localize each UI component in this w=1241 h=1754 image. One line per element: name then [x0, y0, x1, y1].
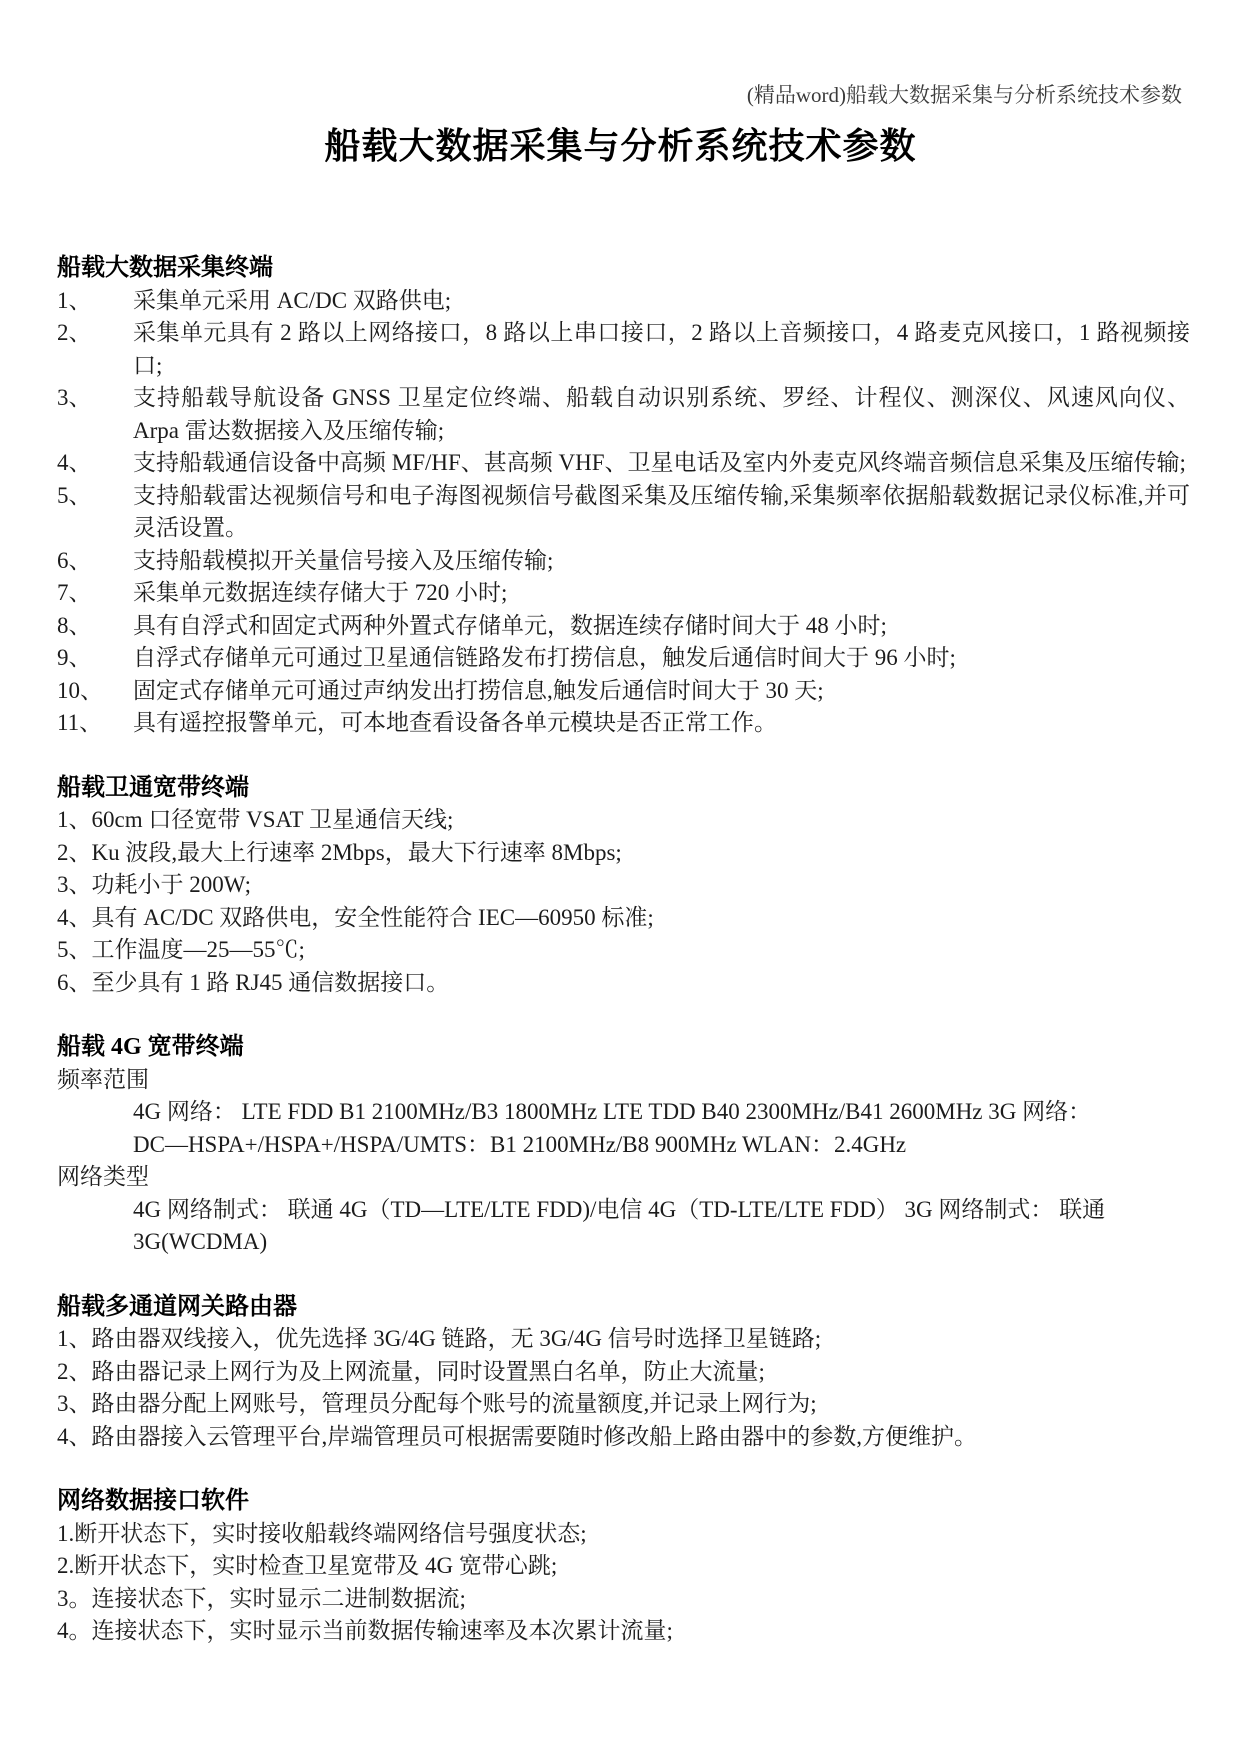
list-item-text: 采集单元数据连续存储大于 720 小时;: [133, 580, 508, 605]
list-item-number: 3。: [57, 1585, 92, 1611]
page-title: 船载大数据采集与分析系统技术参数: [324, 125, 917, 166]
list-item-number: 1、: [57, 1326, 92, 1351]
section-heading: 船载大数据采集终端: [57, 255, 273, 281]
list-item: [57, 837, 1190, 870]
list-item-number: 1.: [57, 1520, 75, 1546]
list-item-text: 工作温度—25—55℃;: [91, 937, 305, 962]
list-item-number: 4、: [57, 1423, 92, 1449]
list-item-text: 自浮式存储单元可通过卫星通信链路发布打捞信息，触发后通信时间大于 96 小时;: [133, 645, 956, 670]
list-item: [57, 480, 1190, 545]
list-item-number: 3、: [57, 385, 92, 410]
list-item-number: 1、: [57, 287, 92, 313]
list-item-number: 1、: [57, 807, 92, 832]
list-item: [57, 675, 1190, 708]
list-item-number: 2、: [57, 320, 92, 345]
list-item-number: 2、: [57, 1358, 92, 1384]
list-item: [57, 1583, 1190, 1616]
list-item-number: 4。: [57, 1618, 92, 1643]
list-item-number: 6、: [57, 547, 92, 573]
list-item-number: 2、: [57, 839, 92, 865]
list-item-text: 连接状态下，实时显示二进制数据流;: [91, 1585, 466, 1611]
list-item-text: 采集单元具有 2 路以上网络接口，8 路以上串口接口，2 路以上音频接口，4 路麦克风接口，1 路视频接口;: [133, 320, 1190, 378]
list-item-text: 功耗小于 200W;: [91, 872, 251, 897]
section-heading: 船载多通道网关路由器: [57, 1293, 297, 1320]
list-item-number: 5、: [57, 937, 92, 962]
list-item: [57, 577, 1190, 610]
list-item-text: 支持船载模拟开关量信号接入及压缩传输;: [133, 547, 554, 573]
list-item: [57, 1388, 1190, 1421]
list-item: [57, 642, 1190, 675]
list-item-number: 9、: [57, 645, 92, 670]
list-item: [57, 1356, 1190, 1389]
section-satellite-broadband-terminal: [57, 772, 1190, 1000]
list-item: [57, 707, 1190, 740]
list-item-text: 具有 AC/DC 双路供电，安全性能符合 IEC—60950 标准;: [91, 904, 654, 930]
list-item: [57, 447, 1190, 480]
list-item-text: 采集单元采用 AC/DC 双路供电;: [133, 287, 452, 313]
list-item: [57, 1518, 1190, 1551]
list-item-text: 至少具有 1 路 RJ45 通信数据接口。: [91, 969, 450, 995]
spec-line: 4G 网络制式： 联通 4G（TD—LTE/LTE FDD)/电信 4G（TD-LTE/LTE FDD） 3G 网络制式： 联通: [133, 1196, 1106, 1222]
section-multichannel-gateway-router: [57, 1291, 1190, 1454]
list-item-number: 11、: [57, 710, 103, 735]
spec-line: DC—HSPA+/HSPA+/HSPA/UMTS：B1 2100MHz/B8 900MHz WLAN：2.4GHz: [133, 1131, 907, 1157]
list-item-number: 4、: [57, 904, 92, 930]
section-heading: 船载 4G 宽带终端: [57, 1034, 244, 1060]
list-item-text: 断开状态下，实时接收船载终端网络信号强度状态;: [74, 1520, 587, 1546]
list-item-number: 3、: [57, 872, 92, 897]
list-item: [57, 317, 1190, 382]
list-item-number: 6、: [57, 969, 92, 995]
spec-line: 3G(WCDMA): [133, 1229, 268, 1254]
section-heading: 网络数据接口软件: [57, 1488, 249, 1514]
document-body: [57, 252, 1190, 1648]
list-item-text: 支持船载导航设备 GNSS 卫星定位终端、船载自动识别系统、罗经、计程仪、测深仪、风速风向仪、Arpa 雷达数据接入及压缩传输;: [133, 385, 1190, 443]
list-item: [57, 382, 1190, 447]
list-item: [57, 1550, 1190, 1583]
list-item-text: 60cm 口径宽带 VSAT 卫星通信天线;: [91, 807, 454, 832]
list-item-text: 连接状态下，实时显示当前数据传输速率及本次累计流量;: [91, 1618, 673, 1643]
spec-label: 频率范围: [57, 1066, 149, 1092]
list-item-number: 5、: [57, 482, 92, 508]
list-item: [57, 869, 1190, 902]
list-item: [57, 934, 1190, 967]
section-heading: 船载卫通宽带终端: [57, 774, 249, 801]
list-item-text: 路由器分配上网账号，管理员分配每个账号的流量额度,并记录上网行为;: [91, 1391, 817, 1416]
list-item-number: 3、: [57, 1391, 92, 1416]
list-item-text: 具有遥控报警单元，可本地查看设备各单元模块是否正常工作。: [133, 710, 777, 735]
list-item-text: Ku 波段,最大上行速率 2Mbps，最大下行速率 8Mbps;: [91, 839, 622, 865]
list-item-text: 固定式存储单元可通过声纳发出打捞信息,触发后通信时间大于 30 天;: [133, 677, 824, 703]
list-item-number: 4、: [57, 450, 92, 475]
list-item-number: 10、: [57, 677, 103, 703]
spec-label: 网络类型: [57, 1164, 149, 1189]
section-4g-broadband-terminal: [57, 1031, 1190, 1259]
list-item-text: 支持船载通信设备中高频 MF/HF、甚高频 VHF、卫星电话及室内外麦克风终端音频信息采集及压缩传输;: [133, 450, 1186, 475]
list-item: [57, 610, 1190, 643]
list-item: [57, 804, 1190, 837]
list-item-number: 7、: [57, 580, 92, 605]
list-item: [57, 1615, 1190, 1648]
list-item-text: 具有自浮式和固定式两种外置式存储单元，数据连续存储时间大于 48 小时;: [133, 612, 887, 638]
list-item: [57, 285, 1190, 318]
list-item-number: 8、: [57, 612, 92, 638]
list-item-number: 2.: [57, 1553, 75, 1578]
section-data-collection-terminal: [57, 252, 1190, 740]
list-item-text: 路由器接入云管理平台,岸端管理员可根据需要随时修改船上路由器中的参数,方便维护。: [91, 1423, 977, 1449]
list-item: [57, 902, 1190, 935]
section-network-data-interface-software: [57, 1485, 1190, 1648]
list-item-text: 断开状态下，实时检查卫星宽带及 4G 宽带心跳;: [74, 1553, 558, 1578]
list-item-text: 支持船载雷达视频信号和电子海图视频信号截图采集及压缩传输,采集频率依据船载数据记录仪标准,并可灵活设置。: [133, 482, 1190, 540]
list-item-text: 路由器双线接入，优先选择 3G/4G 链路，无 3G/4G 信号时选择卫星链路;: [91, 1326, 822, 1351]
list-item: [57, 1421, 1190, 1454]
list-item: [57, 545, 1190, 578]
list-item: [57, 967, 1190, 1000]
list-item-text: 路由器记录上网行为及上网流量，同时设置黑白名单，防止大流量;: [91, 1358, 765, 1384]
list-item: [57, 1323, 1190, 1356]
document-header-line: (精品word)船载大数据采集与分析系统技术参数: [746, 83, 1182, 107]
spec-line: 4G 网络： LTE FDD B1 2100MHz/B3 1800MHz LTE TDD B40 2300MHz/B41 2600MHz 3G 网络：: [133, 1099, 1092, 1124]
